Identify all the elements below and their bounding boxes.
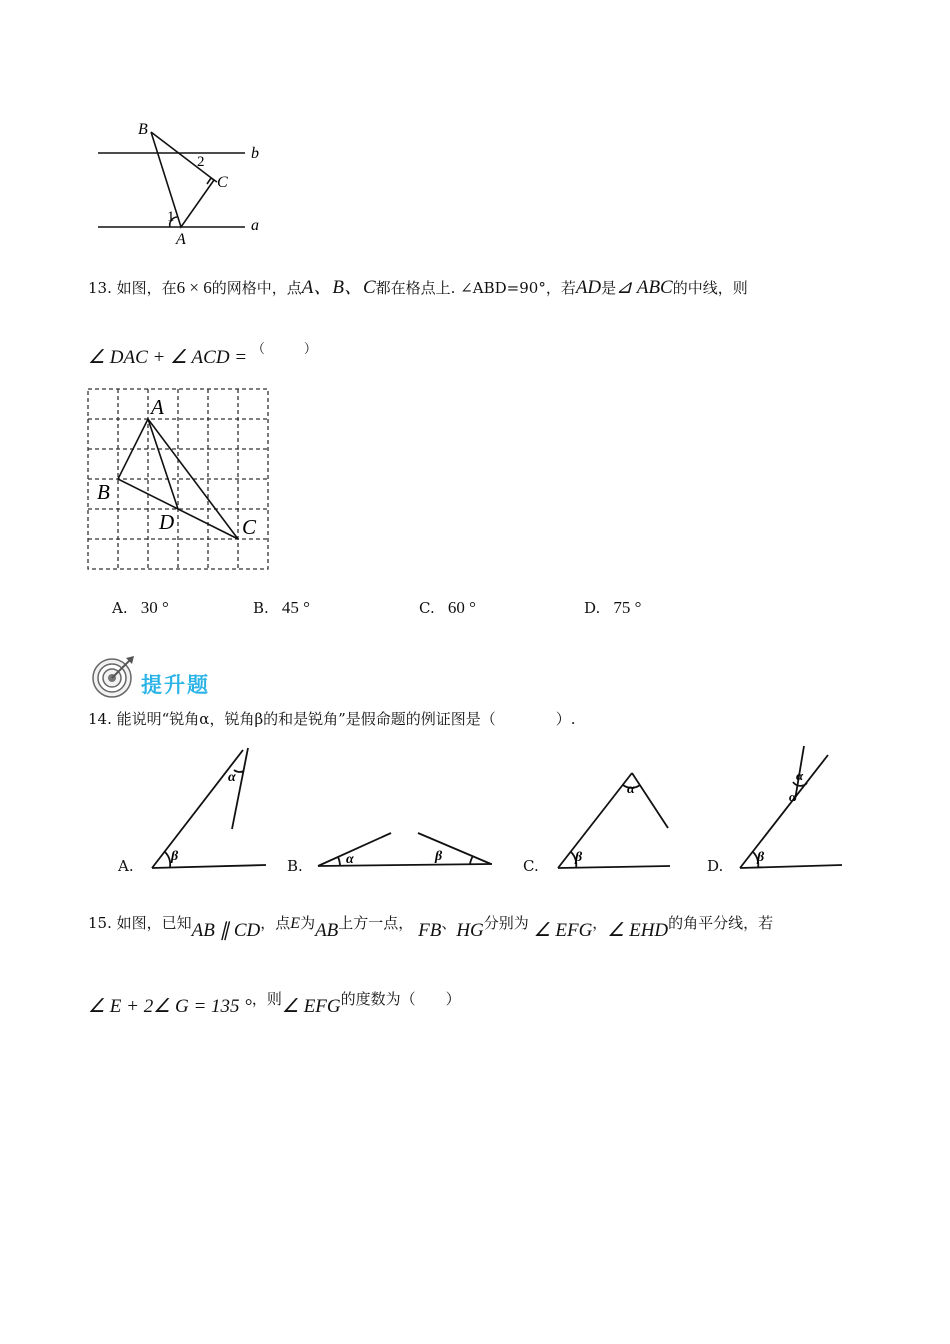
label-B: B (138, 121, 148, 138)
q15-t10: 的度数为（ ） (340, 990, 461, 1008)
q15-t3: 为 (300, 914, 316, 932)
q13-option-d-letter: D. (584, 599, 601, 617)
q13-option-a[interactable] (112, 598, 169, 618)
q15-t9: ，则 (251, 990, 282, 1008)
q15-t7: ， (592, 914, 608, 932)
q14-c-beta: β (575, 850, 583, 865)
q14-text: 能说明“锐角α，锐角β的和是锐角”是假命题的例证图是（ ）. (116, 710, 576, 728)
q13-option-c-letter: C. (419, 599, 435, 617)
q13-points: A、B、C (301, 277, 376, 298)
q13-option-c-value: 60 ° (447, 598, 476, 617)
label-angle-1: 1 (167, 209, 175, 225)
q13-option-b-letter: B. (253, 599, 269, 617)
q15-t5: 、 (441, 914, 457, 932)
q15-angle-ehd: ∠ EHD (607, 920, 669, 941)
q14-number: 14. (88, 710, 112, 728)
q14-line (88, 707, 576, 731)
target-icon (90, 655, 136, 699)
q14-option-c[interactable]: C. (523, 857, 539, 875)
q13-on-text: 都在格点上. (375, 279, 456, 297)
q15-t6: 分别为 (483, 914, 529, 932)
q14-option-b[interactable]: B. (287, 857, 303, 875)
q15-fb: FB (418, 920, 442, 941)
q13-paren: （ ） (251, 342, 317, 357)
label-C: C (217, 174, 228, 191)
q13-option-b[interactable] (253, 598, 310, 618)
q13-grid-text: 的网格中，点 (211, 279, 302, 297)
q15-angle-efg: ∠ EFG (533, 920, 593, 941)
label-angle-2: 2 (197, 154, 205, 170)
q15-target-angle: ∠ EFG (281, 996, 341, 1017)
q13-grid-expr: 6 × 6 (176, 278, 212, 297)
q13-abd: ∠ABD=90°，若 (460, 279, 576, 297)
q13-is: 是 (601, 279, 617, 297)
q14-option-a[interactable]: A. (118, 857, 134, 875)
parallel-lines-figure (90, 112, 280, 252)
q15-line1 (88, 905, 773, 949)
q15-t2: ，点 (260, 914, 291, 932)
q15-condition: ∠ E + 2∠ G = 135 ° (88, 996, 252, 1017)
q13-option-d[interactable] (584, 598, 641, 618)
q13-expression: ∠ DAC + ∠ ACD = (88, 347, 248, 368)
q13-option-a-letter: A. (112, 599, 128, 617)
q15-e: E (290, 915, 301, 932)
q13-number: 13. (88, 279, 112, 297)
q15-ab-parallel-cd: AB ∥ CD (191, 920, 261, 941)
q13-intro: 如图，在 (116, 279, 177, 297)
q15-hg: HG (456, 920, 484, 941)
q14-d-alpha-lower: α (789, 789, 797, 804)
label-line-a: a (251, 217, 259, 234)
q14-a-alpha: α (228, 770, 236, 785)
label-line-b: b (251, 145, 259, 162)
q15-t8: 的角平分线，若 (668, 914, 774, 932)
q13-line1 (88, 276, 748, 300)
q14-b-alpha: α (346, 852, 354, 867)
q15-t4: 上方一点， (338, 914, 414, 932)
q13-option-b-value: 45 ° (281, 598, 310, 617)
q15-t1: 如图，已知 (116, 914, 192, 932)
q14-a-beta: β (171, 849, 179, 864)
q14-d-alpha: α (796, 768, 804, 783)
section-title: 提升题 (141, 673, 210, 697)
q13-option-c[interactable] (419, 598, 476, 618)
label-A: A (176, 231, 186, 248)
q15-line2 (88, 982, 461, 1024)
q13-ad: AD (575, 277, 602, 298)
q14-figures (110, 740, 850, 880)
q14-option-d[interactable]: D. (707, 857, 724, 875)
q14-d-beta: β (757, 850, 765, 865)
q14-b-beta: β (435, 849, 443, 864)
q13-option-d-value: 75 ° (613, 598, 642, 617)
q13-median: 的中线，则 (672, 279, 748, 297)
q13-triangle: ⊿ ABC (616, 277, 673, 298)
q13-option-a-value: 30 ° (140, 598, 169, 617)
grid-label-C: C (242, 515, 257, 539)
grid-label-A: A (151, 395, 164, 419)
grid-figure (86, 386, 276, 576)
q14-c-alpha: α (627, 782, 635, 797)
grid-label-B: B (97, 480, 110, 504)
q15-number: 15. (88, 914, 112, 932)
q15-ab: AB (315, 920, 339, 941)
q13-line2 (88, 336, 317, 372)
grid-label-D: D (159, 510, 175, 534)
